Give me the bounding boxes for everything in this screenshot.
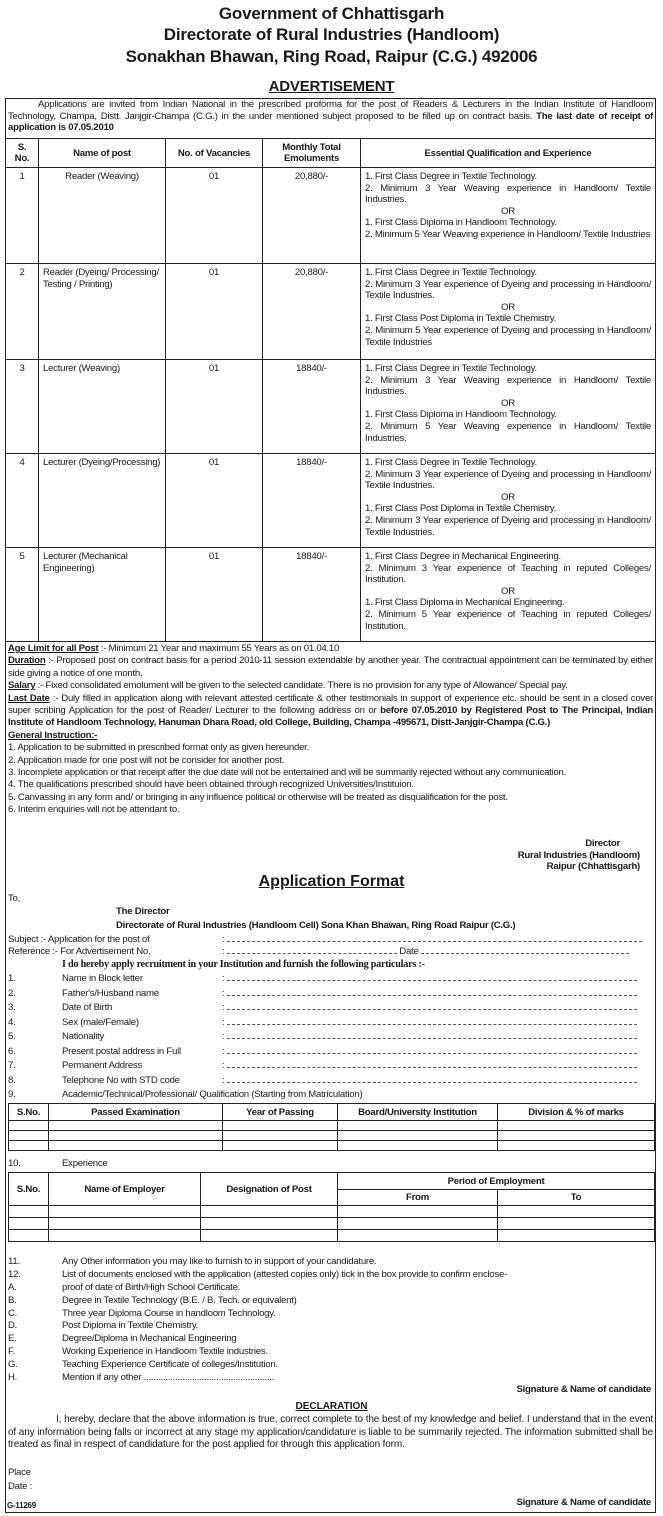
qualification-line: 2. Minimum 3 Year experience of Teaching in reputed Colleges/ Institution. (365, 562, 651, 586)
qualification-line: 1. First Class Diploma in Mechanical Engineering. (365, 597, 565, 609)
addressee-address: Directorate of Rural Industries (Handloom Cell) Sona Khan Bhawan, Ring Road Raipur (C.G.) (116, 920, 516, 931)
table-row (6, 454, 656, 548)
signoff-dept: Rural Industries (Handloom) (517, 849, 640, 861)
subject-blank[interactable] (227, 934, 642, 942)
qualification-line: 1. First Class Diploma in Handloom Technology. (365, 217, 557, 229)
document-item[interactable]: Working Experience in Handloom Textile industries. (62, 1346, 268, 1357)
intro-last-date: The last date of receipt of application is 07.05.2010 (8, 110, 654, 134)
cell-emoluments: 18840/- (263, 454, 361, 548)
cell-vacancies: 01 (166, 548, 263, 642)
item-12-no: 12. (8, 1269, 21, 1280)
qualification-line: OR (501, 397, 515, 409)
cell-vacancies: 01 (166, 360, 263, 454)
age-limit-label: Age Limit for all Post (8, 643, 99, 654)
cell-qualification (361, 264, 656, 360)
signoff (480, 838, 640, 873)
header-emoluments: Monthly Total Emoluments (263, 139, 361, 168)
age-limit-text: :- Minimum 21 Year and maximum 55 Years as on 01.04.10 (100, 643, 340, 654)
header-vacancies: No. of Vacancies (166, 139, 263, 168)
field-input[interactable]: : (222, 1031, 637, 1043)
cell-emoluments: 20,880/- (263, 168, 361, 264)
cell-sno: 1 (6, 168, 39, 264)
experience-row[interactable] (9, 1230, 655, 1242)
application-format-heading: Application Format (258, 873, 405, 890)
signature-label-2: Signature & Name of candidate (516, 1497, 651, 1508)
field-label: Nationality (62, 1031, 105, 1042)
cell-post: Lecturer (Weaving) (39, 360, 166, 454)
document-item[interactable]: Degree/Diploma in Mechanical Engineering (62, 1333, 237, 1345)
field-label: Telephone No with STD code (62, 1074, 180, 1086)
field-number: 2. (8, 987, 16, 999)
general-instruction-item: 2. Application made for one post will not be consider for another post. (8, 754, 285, 766)
field-label: Name in Block letter (62, 973, 143, 984)
cell-vacancies: 01 (166, 264, 263, 360)
header-qualification: Essential Qualification and Experience (361, 139, 656, 168)
qualification-line: 2. Minimum 5 Year Weaving experience in Handloom/ Textile Industries. (365, 420, 651, 444)
field-input[interactable]: : (222, 1075, 637, 1087)
cell-post: Lecturer (Mechanical Engineering) (39, 548, 166, 642)
cell-qualification (361, 168, 656, 264)
header-sno: S. No. (6, 139, 39, 168)
field-label: Present postal address in Full (62, 1045, 181, 1057)
cell-sno: 5 (6, 548, 39, 642)
reference-row: Reference :- For Advertisement No. : Date (8, 946, 150, 958)
to-label: To, (8, 893, 21, 904)
field-input[interactable]: : (222, 988, 637, 1000)
field-input[interactable]: : (222, 1046, 637, 1058)
field-label: Father's/Husband name (62, 987, 159, 999)
document-item[interactable]: Teaching Experience Certificate of colleges/Institution. (62, 1358, 278, 1370)
document-letter: G. (8, 1358, 18, 1370)
qualification-line: 1. First Class Diploma in Handloom Technology. (365, 409, 557, 421)
qualification-line: 2. Minimum 5 Year Weaving experience in Handloom/ Textile Industries (365, 228, 651, 240)
field-number: 4. (8, 1016, 16, 1028)
cell-emoluments: 20,880/- (263, 264, 361, 360)
intro-text: Applications are invited from Indian National in the prescribed proforma for the post of Readers & Lecturers in the Indian Institute of Handloom Technology, Champa, Distt. Janjgir-Champa (C.G.) in the under mentioned subject proposed to be filled up on contract basis. (8, 99, 653, 122)
field-number: 7. (8, 1060, 16, 1071)
document-letter: E. (8, 1333, 17, 1345)
qualification-line: 1. First Class Degree in Textile Technology. (365, 457, 537, 468)
document-letter: A. (8, 1282, 17, 1293)
signoff-director: Director (585, 838, 620, 849)
edu-header-board: Board/University Institution (338, 1104, 498, 1121)
qualification-line: OR (501, 301, 515, 313)
qualification-line: 1. First Class Degree in Mechanical Engineering. (365, 551, 561, 562)
field-number: 3. (8, 1002, 16, 1013)
document-item[interactable]: Degree in Textile Technology (B.E. / B. Tech. or equivalent) (62, 1294, 297, 1306)
field-input[interactable]: : (222, 1017, 637, 1029)
date-label: Date : (8, 1481, 33, 1492)
cell-vacancies: 01 (166, 454, 263, 548)
experience-row[interactable] (9, 1206, 655, 1218)
qualification-line: 1. First Class Post Diploma in Textile Chemistry. (365, 313, 557, 325)
general-instruction-item: 3. Incomplete application or that receipt after the due date will not be entertained and will be summarily rejected without any communication. (8, 767, 567, 779)
qualification-line: 1. First Class Degree in Textile Technology. (365, 267, 537, 278)
qualification-line: OR (501, 491, 515, 503)
cell-qualification (361, 454, 656, 548)
edu-header-sno: S.No. (9, 1104, 49, 1121)
general-instruction-item: 1. Application to be submitted in prescribed format only as given hereunder. (8, 742, 309, 754)
field-number: 1. (8, 973, 16, 984)
reference-date-blank[interactable] (421, 946, 629, 954)
document-item[interactable]: Mention if any other ...................................................... (62, 1371, 275, 1383)
field-label: Permanent Address (62, 1060, 143, 1071)
edu-header-exam: Passed Examination (49, 1104, 223, 1121)
cell-sno: 4 (6, 454, 39, 548)
cell-emoluments: 18840/- (263, 548, 361, 642)
duration-label: Duration (8, 655, 46, 667)
declaration-heading: DECLARATION (295, 1401, 368, 1412)
last-date-label: Last Date (8, 692, 50, 704)
table-row (6, 168, 656, 264)
cell-sno: 3 (6, 360, 39, 454)
general-instruction-item: 4. The qualifications prescribed should have been obtained through recognized Universities/Instituion. (8, 779, 414, 791)
last-date-address: before 07.05.2010 by Registered Post to The Principal, Indian Institute of Handloom Technology, Hanuman Dhara Road, old College, Building, Champa -495671, Distt-Janjgir-Champa (C.G.) (8, 705, 653, 729)
reference-date-label: Date (399, 946, 419, 957)
addressee-title: The Director (116, 906, 170, 917)
cell-post: Reader (Dyeing/ Processing/ Testing / Printing) (39, 264, 166, 360)
salary-label: Salary (8, 680, 36, 692)
cell-post: Reader (Weaving) (39, 168, 166, 264)
cell-qualification (361, 548, 656, 642)
exp-header-to: To (498, 1190, 655, 1206)
intro-paragraph (8, 99, 653, 134)
qualification-line: 1. First Class Degree in Textile Technology. (365, 363, 537, 374)
signoff-place: Raipur (Chhattisgarh) (546, 861, 640, 873)
field-input[interactable]: : (222, 973, 637, 985)
field-number: 5. (8, 1031, 16, 1042)
exp-header-employer: Name of Employer (49, 1173, 201, 1206)
directorate-title: Directorate of Rural Industries (Handloom) (163, 25, 500, 44)
experience-table (8, 1172, 655, 1242)
field-input[interactable]: : (222, 1060, 637, 1072)
education-table (8, 1103, 655, 1151)
table-row (6, 548, 656, 642)
item-11-text: Any Other information you may like to furnish to in support of your candidature. (62, 1256, 377, 1267)
exp-header-from: From (338, 1190, 498, 1206)
table-row (6, 360, 656, 454)
document-item[interactable]: Post Diploma in Textile Chemistry. (62, 1320, 199, 1332)
terms-section (8, 643, 653, 817)
exp-header-sno: S.No. (9, 1173, 49, 1206)
signature-label-1: Signature & Name of candidate (516, 1384, 651, 1395)
field-number: 6. (8, 1045, 16, 1057)
address-title: Sonakhan Bhawan, Ring Road, Raipur (C.G.) 492006 (125, 47, 538, 66)
item-12-text: List of documents enclosed with the application (attested copies only) tick in the box provide to confirm enclose- (62, 1269, 508, 1280)
education-row[interactable] (9, 1131, 655, 1141)
apply-statement: I do hereby apply recruitment in your Institution and furnish the following particulars :- (62, 959, 425, 970)
document-letter: C. (8, 1307, 18, 1319)
general-instruction-label: General Instruction:- (8, 729, 98, 741)
reference-label: Reference :- For Advertisement No. (8, 946, 151, 957)
qualification-line: 2. Minimum 5 Year experience of Dyeing and processing in Handloom/ Textile Industries (365, 324, 651, 348)
qualification-line: 2. Minimum 3 Year experience of Dyeing and processing in Handloom/ Textile Industries. (365, 278, 651, 302)
salary-text: :- Fixed consolidated emolument will be given to the selected candidate. There is no provision for any type of Allowance/ Special pay. (37, 680, 568, 692)
document-letter: H. (8, 1371, 18, 1383)
last-date-text: :- Duly filled in application along with relevant attested certificate & other testimonials in support of experience etc. should be sent in a closed cover super scribing Application for the post of Reader/ Lecturer to the following address on or (8, 692, 653, 717)
document-letter: B. (8, 1294, 17, 1306)
govt-title: Government of Chhattisgarh (218, 4, 445, 23)
duration-text: :- Proposed post on contract basis for a period 2010-11 session extendable by another year. The contractual appointment can be terminated by either side giving a notice of one month. (8, 655, 653, 679)
posts-table (5, 138, 656, 642)
field-number: 8. (8, 1074, 16, 1086)
advertisement-heading: ADVERTISEMENT (268, 78, 395, 95)
edu-header-year: Year of Passing (223, 1104, 338, 1121)
document-item[interactable]: Three year Diploma Course in handloom Technology. (62, 1307, 276, 1319)
cell-qualification (361, 360, 656, 454)
subject-row: Subject :- Application for the post of : (8, 934, 149, 946)
general-instruction-item: 6. Interim enquiries will not be attendant to. (8, 804, 180, 816)
exp-header-period: Period of Employment (338, 1173, 655, 1190)
qualification-line: 2. Minimum 3 Year experience of Dyeing and processing in Handloom/ Textile Industries. (365, 514, 651, 538)
table-row (6, 264, 656, 360)
cell-vacancies: 01 (166, 168, 263, 264)
edu-header-division: Division & % of marks (498, 1104, 655, 1121)
experience-title: Experience (62, 1158, 108, 1169)
place-label: Place (8, 1467, 31, 1478)
document-letter: D. (8, 1320, 18, 1332)
qualification-line: 2. Minimum 3 Year experience of Dyeing and processing in Handloom/ Textile Industries. (365, 468, 651, 492)
qualification-line: OR (501, 205, 515, 217)
document-letter: F. (8, 1346, 15, 1357)
item-11-no: 11. (8, 1256, 20, 1267)
general-instruction-item: 5. Canvassing in any form and/ or bringing in any influence political or otherwise will be treated as disqualification for the post. (8, 791, 508, 803)
header-post: Name of post (39, 139, 166, 168)
ad-code: G-11269 (7, 1501, 36, 1510)
qualification-line: 2. Minimum 3 Year Weaving experience in Handloom/ Textile Industries. (365, 374, 651, 398)
exp-header-designation: Designation of Post (201, 1173, 338, 1206)
experience-row[interactable] (9, 1218, 655, 1230)
field-9-no: 9. (8, 1089, 16, 1100)
reference-blank[interactable] (227, 946, 397, 954)
qualification-line: OR (501, 585, 515, 597)
qualification-line: 1. First Class Degree in Textile Technology. (365, 171, 537, 182)
education-row[interactable] (9, 1141, 655, 1151)
qualification-line: 2. Minimum 5 Year experience of Teaching in reputed Colleges/ Institution. (365, 608, 651, 632)
cell-sno: 2 (6, 264, 39, 360)
subject-label: Subject :- Application for the post of (8, 934, 150, 945)
field-9-label: Academic/Technical/Professional/ Qualification (Starting from Matriculation) (62, 1089, 363, 1100)
cell-post: Lecturer (Dyeing/Processing) (39, 454, 166, 548)
qualification-line: 1. First Class Post Diploma in Textile Chemistry. (365, 503, 557, 515)
cell-emoluments: 18840/- (263, 360, 361, 454)
field-label: Date of Birth (62, 1002, 113, 1013)
qualification-line: 2. Minimum 3 Year Weaving experience in Handloom/ Textile Industries. (365, 182, 651, 206)
declaration-text: I, hereby, declare that the above information is true, correct complete to the best of my knowledge and belief. I understand that in the event of any information being falls or incorrect at any stage my application/candidature is liable to be summarily rejected. The information submitted shall be treated as final in respect of candidature for the post applied for through this application form. (8, 1414, 653, 1451)
field-input[interactable]: : (222, 1002, 637, 1014)
experience-no: 10. (8, 1158, 21, 1169)
education-row[interactable] (9, 1121, 655, 1131)
field-label: Sex (male/Female) (62, 1016, 139, 1028)
document-item[interactable]: proof of date of Birth/High School Certificate. (62, 1282, 241, 1293)
